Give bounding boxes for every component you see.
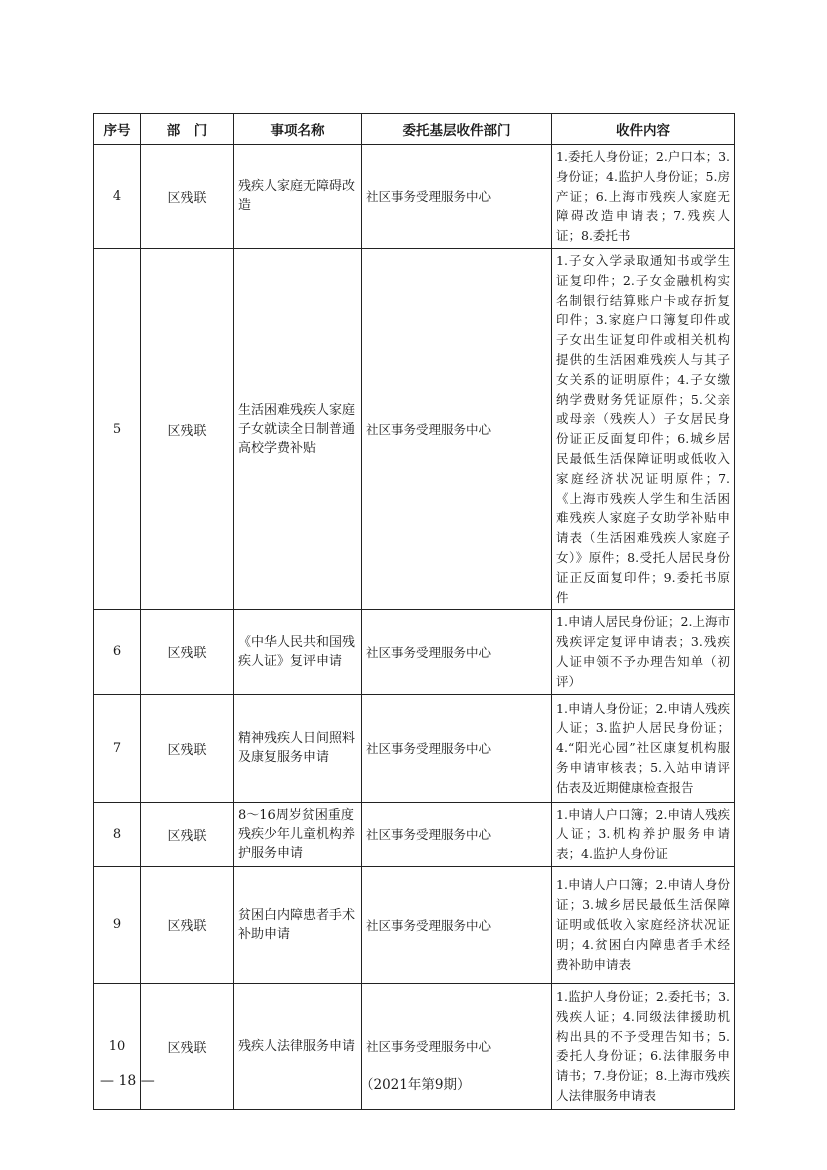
row-unit: 社区事务受理服务中心 <box>362 866 552 983</box>
row-dept: 区残联 <box>141 248 234 609</box>
issue-label: （2021年第9期） <box>360 1077 471 1093</box>
items-table <box>93 113 735 1110</box>
row-unit: 社区事务受理服务中心 <box>362 248 552 609</box>
row-dept: 区残联 <box>141 983 234 1109</box>
row-item: 残疾人家庭无障碍改造 <box>234 145 362 249</box>
row-item: 《中华人民共和国残疾人证》复评申请 <box>234 610 362 694</box>
row-item: 8～16周岁贫困重度残疾少年儿童机构养护服务申请 <box>234 802 362 866</box>
table-row <box>94 248 735 609</box>
row-dept: 区残联 <box>141 866 234 983</box>
row-unit: 社区事务受理服务中心 <box>362 694 552 802</box>
header-content: 收件内容 <box>552 114 735 145</box>
row-dept: 区残联 <box>141 802 234 866</box>
page-number: — 18 — <box>100 1073 155 1089</box>
row-dept: 区残联 <box>141 694 234 802</box>
row-no: 8 <box>94 802 141 866</box>
header-unit: 委托基层收件部门 <box>362 114 552 145</box>
row-no: 5 <box>94 248 141 609</box>
row-no: 6 <box>94 610 141 694</box>
header-no: 序号 <box>94 114 141 145</box>
row-item: 生活困难残疾人家庭子女就读全日制普通高校学费补贴 <box>234 248 362 609</box>
row-content: 1.委托人身份证；2.户口本；3.身份证；4.监护人身份证；5.房产证；6.上海市残疾人家庭无障碍改造申请表；7.残疾人证；8.委托书 <box>552 145 735 249</box>
header-row <box>94 114 735 145</box>
table-row <box>94 866 735 983</box>
row-item: 贫困白内障患者手术补助申请 <box>234 866 362 983</box>
row-dept: 区残联 <box>141 145 234 249</box>
row-no: 10 <box>94 983 141 1109</box>
row-unit: 社区事务受理服务中心 <box>362 610 552 694</box>
row-no: 4 <box>94 145 141 249</box>
row-no: 9 <box>94 866 141 983</box>
row-no: 7 <box>94 694 141 802</box>
header-dept: 部 门 <box>141 114 234 145</box>
table-row <box>94 610 735 694</box>
table-row <box>94 694 735 802</box>
row-content: 1.监护人身份证；2.委托书；3.残疾人证；4.同级法律援助机构出具的不予受理告知书；5.委托人身份证；6.法律服务申请书；7.身份证；8.上海市残疾人法律服务申请表 <box>552 983 735 1109</box>
row-content: 1.申请人户口簿；2.申请人身份证；3.城乡居民最低生活保障证明或低收入家庭经济状况证明；4.贫困白内障患者手术经费补助申请表 <box>552 866 735 983</box>
header-item: 事项名称 <box>234 114 362 145</box>
row-unit: 社区事务受理服务中心 <box>362 983 552 1109</box>
row-content: 1.申请人户口簿；2.申请人残疾人证；3.机构养护服务申请表；4.监护人身份证 <box>552 802 735 866</box>
row-unit: 社区事务受理服务中心 <box>362 802 552 866</box>
table-row <box>94 145 735 249</box>
row-unit: 社区事务受理服务中心 <box>362 145 552 249</box>
row-item: 残疾人法律服务申请 <box>234 983 362 1109</box>
row-content: 1.申请人身份证；2.申请人残疾人证；3.监护人居民身份证；4.“阳光心园”社区康复机构服务申请审核表；5.入站申请评估表及近期健康检查报告 <box>552 694 735 802</box>
table-row <box>94 802 735 866</box>
row-dept: 区残联 <box>141 610 234 694</box>
row-item: 精神残疾人日间照料及康复服务申请 <box>234 694 362 802</box>
row-content: 1.申请人居民身份证；2.上海市残疾评定复评申请表；3.残疾人证申领不予办理告知单（初评） <box>552 610 735 694</box>
row-content: 1.子女入学录取通知书或学生证复印件；2.子女金融机构实名制银行结算账户卡或存折复印件；3.家庭户口簿复印件或子女出生证复印件或相关机构提供的生活困难残疾人与其子女关系的证明原件；4.子女缴纳学费财务凭证原件；5.父亲或母亲（残疾人）子女居民身份证正反面复印件；6.城乡居民最低生活保障证明或低收入家庭经济状况证明原件；7.《上海市残疾人学生和生活困难残疾人家庭子女助学补贴申请表（生活困难残疾人家庭子女）》原件；8.受托人居民身份证正反面复印件；9.委托书原件 <box>552 248 735 609</box>
